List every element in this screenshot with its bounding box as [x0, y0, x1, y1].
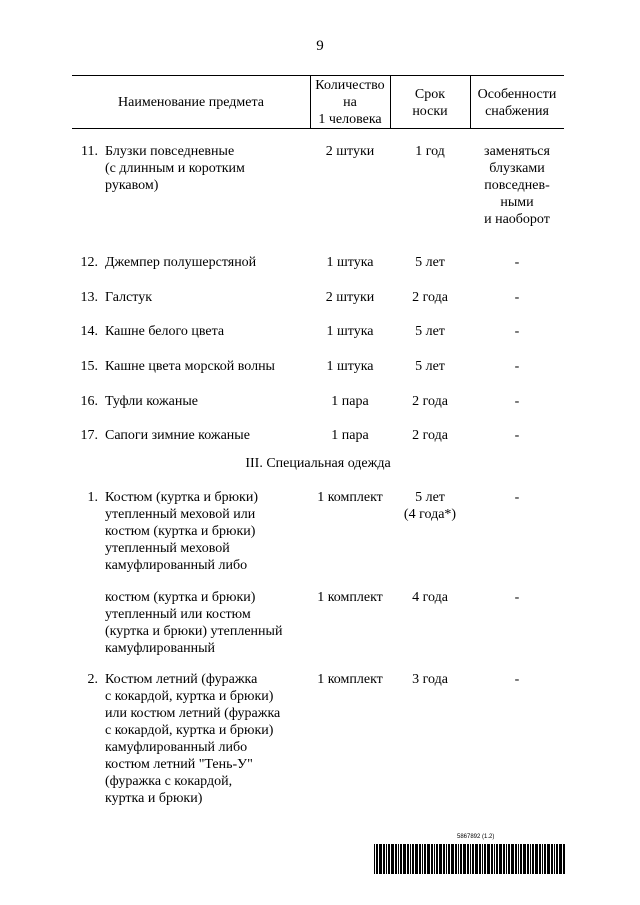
header-col-name: Наименование предмета [118, 95, 264, 110]
table-row [72, 323, 564, 358]
item-term: 5 лет [415, 359, 445, 375]
item-name-line: с кокардой, куртка и брюки) [105, 689, 274, 704]
item-note: - [514, 490, 520, 505]
item-name-line: с кокардой, куртка и брюки) [105, 723, 274, 738]
item-name: Кашне цвета морской волны [105, 359, 275, 375]
row-number: 16. [80, 393, 98, 409]
row-number: 15. [80, 359, 98, 375]
item-term: 2 года [412, 289, 448, 305]
item-term: 5 лет [415, 324, 445, 340]
item-note: - [514, 255, 520, 270]
item-term: 2 года [412, 393, 448, 409]
item-name [105, 589, 305, 657]
header-col-term-line: носки [412, 104, 448, 119]
item-name-line: или костюм летний (фуражка [105, 706, 281, 721]
item-note-line: заменяться [484, 144, 550, 159]
item-name: Сапоги зимние кожаные [105, 428, 250, 444]
row-number: 13. [80, 289, 98, 305]
header-col-qty-line: 1 человека [318, 112, 382, 127]
row-number: 12. [80, 255, 98, 270]
header-col-term-line: Срок [414, 87, 446, 102]
item-name-line: рукавом) [105, 178, 159, 193]
row-number: 17. [80, 428, 98, 444]
item-qty: 1 штука [326, 255, 374, 270]
item-qty: 1 комплект [317, 672, 383, 687]
item-name-line: костюм (куртка и брюки) [105, 524, 256, 539]
item-term [390, 489, 470, 523]
table-row [72, 671, 564, 811]
item-note-line: блузками [489, 161, 545, 176]
header-col-note [470, 86, 564, 120]
table-body-bottom [72, 489, 564, 811]
header-col-qty-line: Количество [315, 78, 385, 93]
item-name [105, 671, 305, 807]
item-name-line: утепленный или костюм [105, 607, 251, 622]
item-note: - [514, 359, 520, 375]
item-qty: 1 штука [326, 359, 374, 375]
item-term: 1 год [415, 144, 445, 159]
table-header-bottom-rule [72, 128, 564, 129]
item-name [105, 143, 305, 194]
item-qty: 2 штуки [325, 289, 375, 305]
table-body-top [72, 143, 564, 462]
item-name-line: костюм (куртка и брюки) [105, 590, 256, 605]
item-name-line: камуфлированный [105, 641, 216, 656]
item-note: - [514, 672, 520, 687]
item-name-line: утепленный меховой или [105, 507, 256, 522]
item-name: Галстук [105, 289, 153, 305]
header-col-term [390, 86, 470, 120]
item-term-line: 5 лет [415, 490, 445, 505]
row-number: 1. [87, 490, 98, 505]
item-term-line: (4 года*) [403, 507, 457, 522]
item-term: 3 года [412, 672, 448, 687]
item-name-line: камуфлированный либо [105, 740, 248, 755]
item-qty: 1 комплект [317, 490, 383, 505]
item-name-line: (с длинным и коротким [105, 161, 245, 176]
item-term: 4 года [412, 590, 448, 605]
item-note [470, 143, 564, 228]
item-term: 5 лет [415, 255, 445, 270]
item-note: - [514, 393, 520, 409]
item-note-line: ными [500, 195, 534, 210]
item-name-line: Костюм (куртка и брюки) [105, 490, 258, 505]
item-qty: 1 комплект [317, 590, 383, 605]
row-number: 2. [87, 672, 98, 687]
table-row [72, 489, 564, 589]
item-name-line: Блузки повседневные [105, 144, 235, 159]
item-name-line: (куртка и брюки) утепленный [105, 624, 283, 639]
table-row [72, 254, 564, 289]
item-name-line: утепленный меховой [105, 541, 230, 556]
item-qty: 1 пара [331, 393, 369, 409]
item-note: - [514, 428, 520, 444]
header-col-qty-line: на [343, 95, 357, 110]
item-name: Туфли кожаные [105, 393, 198, 409]
table-row [72, 289, 564, 324]
item-name-line: куртка и брюки) [105, 791, 203, 806]
item-name-line: костюм летний "Тень-У" [105, 757, 253, 772]
table-header-top-rule [72, 75, 564, 76]
item-note: - [514, 289, 520, 305]
barcode-icon [374, 844, 568, 874]
table-row [72, 393, 564, 428]
item-term: 2 года [412, 428, 448, 444]
item-name-line: Костюм летний (фуражка [105, 672, 258, 687]
header-col-qty [310, 77, 390, 128]
table-row [72, 589, 564, 671]
item-name: Кашне белого цвета [105, 324, 225, 340]
header-col-note-line: снабжения [485, 104, 549, 119]
item-name-line: камуфлированный либо [105, 558, 248, 573]
item-qty: 1 штука [326, 324, 374, 340]
item-note-line: повседнев- [484, 178, 550, 193]
header-col-note-line: Особенности [477, 87, 557, 102]
page-number: 9 [316, 38, 324, 54]
item-name-line: (фуражка с кокардой, [105, 774, 233, 789]
table-row [72, 143, 564, 254]
item-note: - [514, 590, 520, 605]
item-qty: 1 пара [331, 428, 369, 444]
row-number: 14. [80, 324, 98, 340]
item-note-line: и наоборот [484, 212, 550, 227]
document-stamp: 5867892 (1.2) [457, 834, 495, 840]
section-title: III. Специальная одежда [245, 456, 391, 471]
item-qty: 2 штуки [325, 144, 375, 159]
table-row [72, 358, 564, 393]
item-name [105, 489, 305, 574]
item-note: - [514, 324, 520, 340]
item-name: Джемпер полушерстяной [105, 255, 257, 270]
row-number: 11. [81, 144, 98, 159]
